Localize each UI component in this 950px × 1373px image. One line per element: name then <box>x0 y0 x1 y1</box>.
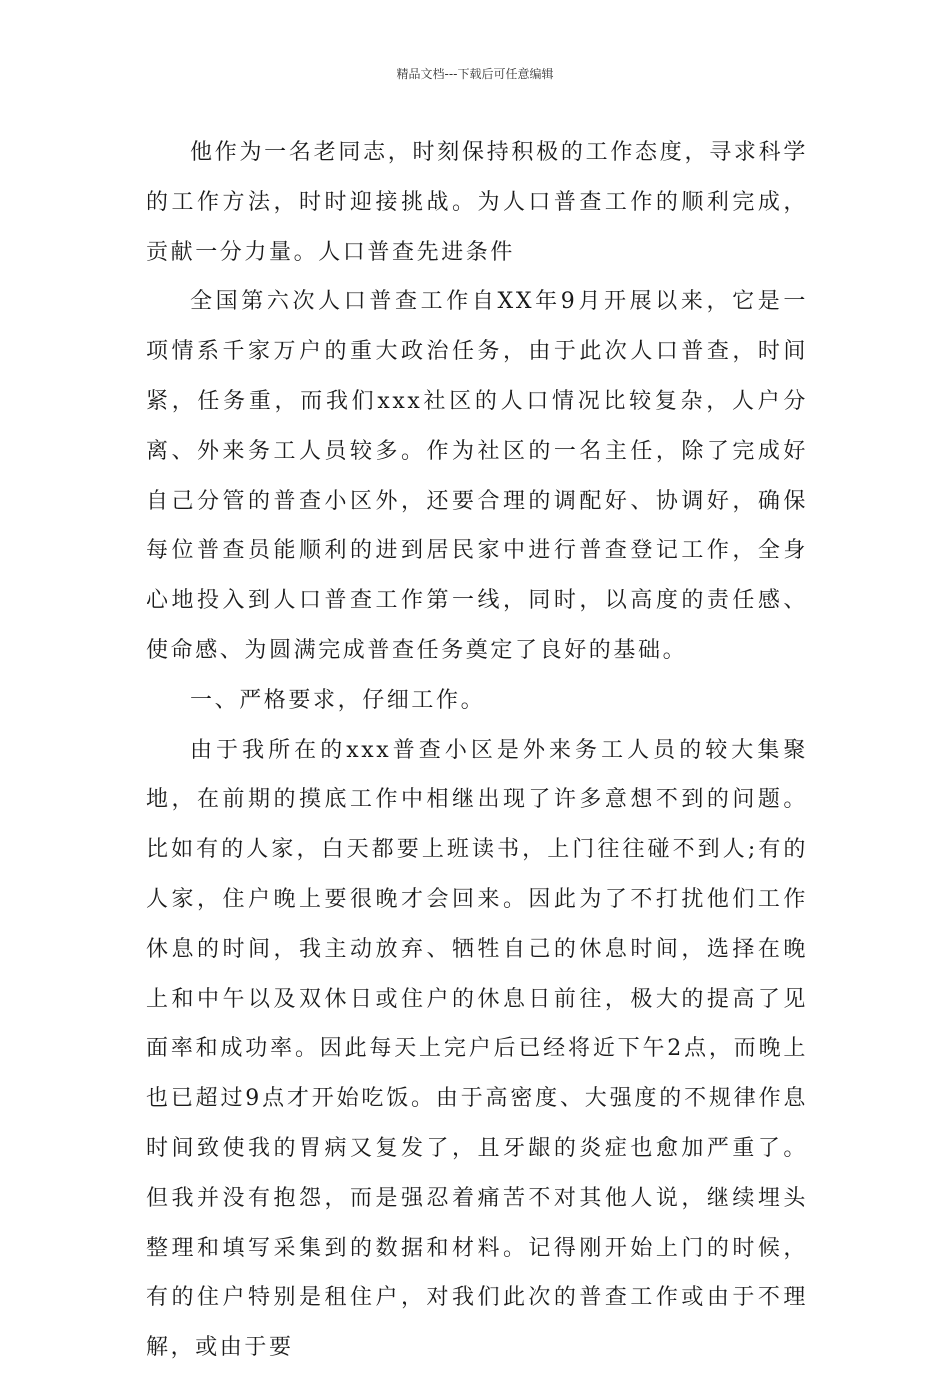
paragraph-2: 全国第六次人口普查工作自XX年9月开展以来，它是一项情系千家万户的重大政治任务，由于此次人口普查，时间紧，任务重，而我们xxx社区的人口情况比较复杂，人户分离、外来务工人员较多。作为社区的一名主任，除了完成好自己分管的普查小区外，还要合理的调配好、协调好，确保每位普查员能顺利的进到居民家中进行普查登记工作，全身心地投入到人口普查工作第一线，同时，以高度的责任感、使命感、为圆满完成普查任务奠定了良好的基础。 <box>146 289 808 663</box>
paragraph-3: 由于我所在的xxx普查小区是外来务工人员的较大集聚地，在前期的摸底工作中相继出现了许多意想不到的问题。比如有的人家，白天都要上班读书，上门往往碰不到人;有的人家，住户晚上要很晚才会回来。因此为了不打扰他们工作休息的时间，我主动放弃、牺牲自己的休息时间，选择在晚上和中午以及双休日或住户的休息日前往，极大的提高了见面率和成功率。因此每天上完户后已经将近下午2点，而晚上也已超过9点才开始吃饭。由于高密度、大强度的不规律作息时间致使我的胃病又复发了，且牙龈的炎症也愈加严重了。但我并没有抱怨，而是强忍着痛苦不对其他人说，继续埋头整理和填写采集到的数据和材料。记得刚开始上门的时候，有的住户特别是租住户，对我们此次的普查工作或由于不理解，或由于要 <box>146 737 808 1361</box>
page-header: 精品文档---下载后可任意编辑 <box>396 67 554 81</box>
section-heading: 一、严格要求，仔细工作。 <box>190 687 486 713</box>
document-body <box>146 128 808 1373</box>
paragraph-1: 他作为一名老同志，时刻保持积极的工作态度，寻求科学的工作方法，时时迎接挑战。为人口普查工作的顺利完成，贡献一分力量。人口普查先进条件 <box>146 140 808 265</box>
